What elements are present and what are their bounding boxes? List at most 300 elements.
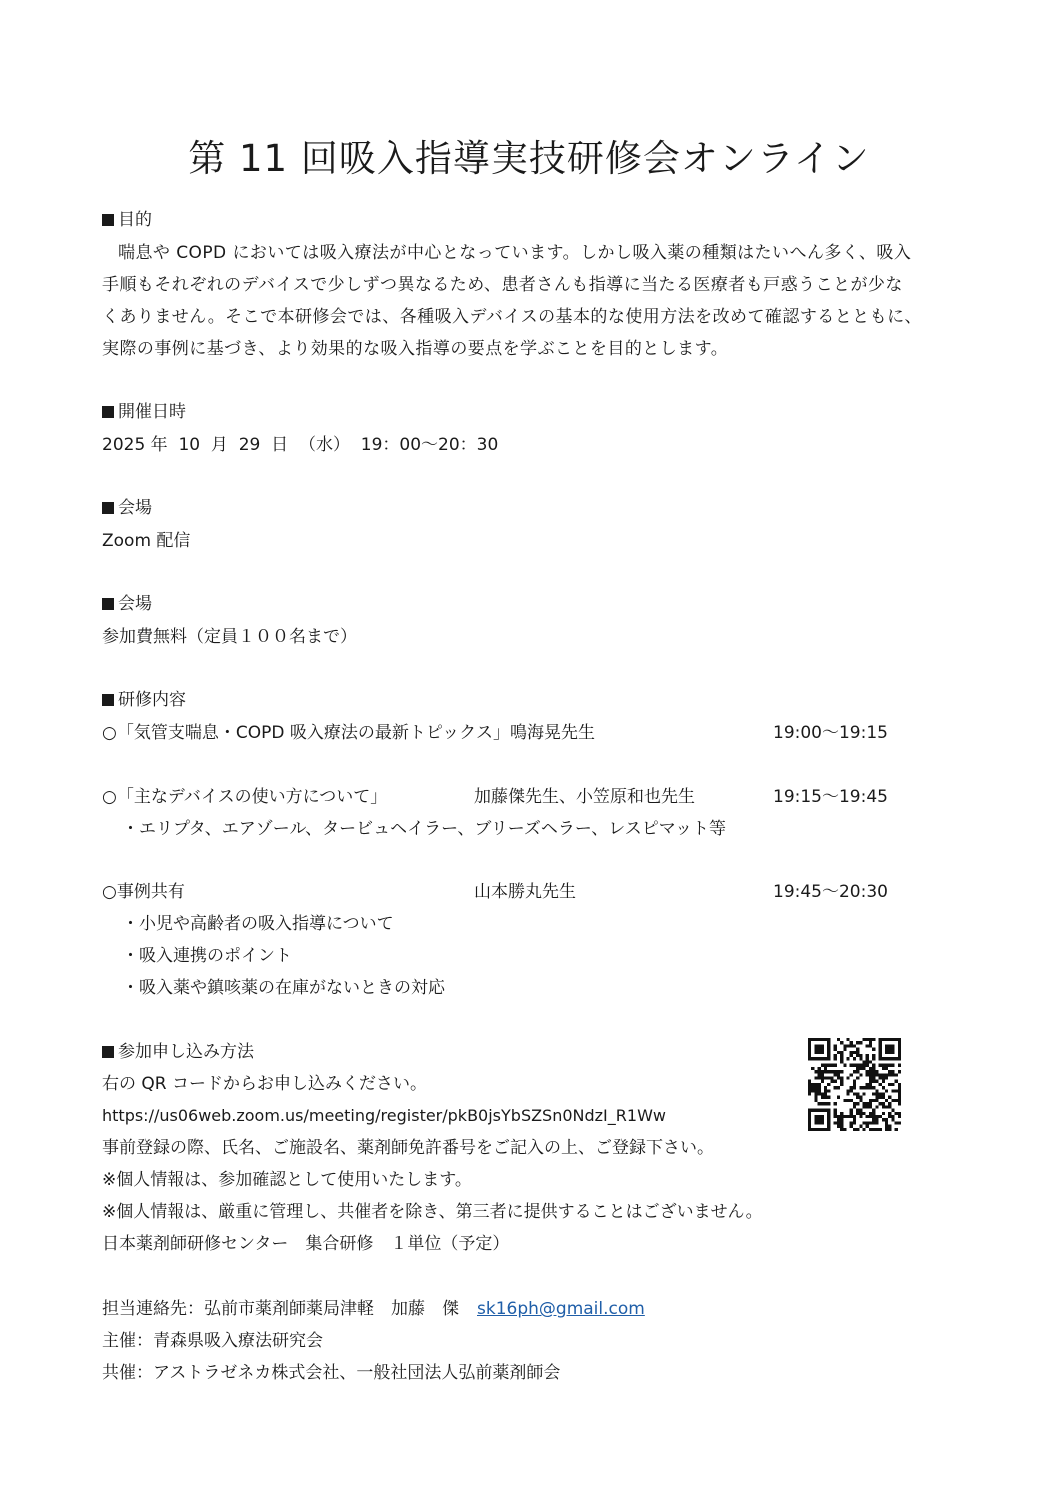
application-line: 事前登録の際、氏名、ご施設名、薬剤師免許番号をご記入の上、ご登録下さい。 (102, 1138, 714, 1158)
qr-module (869, 1076, 872, 1079)
qr-module (872, 1080, 875, 1083)
qr-module (808, 1057, 811, 1060)
qr-module (821, 1121, 824, 1124)
qr-module (856, 1067, 859, 1070)
qr-module (827, 1083, 830, 1086)
qr-module (821, 1070, 824, 1073)
qr-module (872, 1109, 875, 1112)
qr-module (808, 1044, 811, 1047)
qr-module (818, 1044, 821, 1047)
qr-module (875, 1128, 878, 1131)
qr-module (863, 1112, 866, 1115)
schedule-value: 2025 年 10 月 29 日 （水） 19：00～20：30 (102, 435, 499, 455)
qr-module (834, 1121, 837, 1124)
qr-module (846, 1038, 849, 1041)
qr-module (837, 1125, 840, 1128)
qr-module (888, 1125, 891, 1128)
qr-module (869, 1099, 872, 1102)
qr-module (834, 1054, 837, 1057)
qr-module (853, 1105, 856, 1108)
qr-module (814, 1038, 817, 1041)
qr-module (879, 1064, 882, 1067)
qr-module (808, 1093, 811, 1096)
qr-module (818, 1073, 821, 1076)
qr-module (827, 1044, 830, 1047)
qr-module (879, 1057, 882, 1060)
qr-module (814, 1118, 817, 1121)
qr-module (898, 1064, 901, 1067)
qr-module (834, 1064, 837, 1067)
qr-module (827, 1115, 830, 1118)
purpose-line: 実際の事例に基づき、より効果的な吸入指導の要点を学ぶことを目的とします。 (102, 339, 729, 359)
qr-module (872, 1048, 875, 1051)
qr-module (885, 1048, 888, 1051)
qr-module (863, 1086, 866, 1089)
qr-module (814, 1089, 817, 1092)
qr-module (846, 1044, 849, 1047)
qr-module (891, 1051, 894, 1054)
qr-module (895, 1073, 898, 1076)
qr-module (808, 1128, 811, 1131)
qr-module (879, 1041, 882, 1044)
qr-module (888, 1048, 891, 1051)
qr-module (814, 1051, 817, 1054)
square-bullet-icon (102, 406, 114, 418)
qr-module (879, 1044, 882, 1047)
qr-module (808, 1051, 811, 1054)
qr-module (869, 1073, 872, 1076)
qr-module (866, 1070, 869, 1073)
qr-module (859, 1064, 862, 1067)
qr-module (814, 1083, 817, 1086)
qr-module (863, 1121, 866, 1124)
qr-module (818, 1048, 821, 1051)
qr-module (827, 1057, 830, 1060)
qr-module (879, 1102, 882, 1105)
qr-module (837, 1096, 840, 1099)
qr-module (859, 1099, 862, 1102)
qr-module (843, 1064, 846, 1067)
qr-module (821, 1044, 824, 1047)
qr-module (827, 1070, 830, 1073)
qr-module (840, 1125, 843, 1128)
qr-module (827, 1054, 830, 1057)
qr-module (875, 1118, 878, 1121)
qr-module (891, 1038, 894, 1041)
qr-module (818, 1057, 821, 1060)
qr-module (850, 1073, 853, 1076)
qr-module (891, 1044, 894, 1047)
qr-module (898, 1086, 901, 1089)
qr-module (821, 1109, 824, 1112)
qr-module (872, 1076, 875, 1079)
qr-module (875, 1089, 878, 1092)
qr-module (898, 1057, 901, 1060)
qr-module (821, 1076, 824, 1079)
qr-module (863, 1093, 866, 1096)
qr-module (846, 1099, 849, 1102)
qr-module (863, 1128, 866, 1131)
qr-module (821, 1073, 824, 1076)
qr-module (898, 1093, 901, 1096)
qr-module (882, 1093, 885, 1096)
qr-module (808, 1041, 811, 1044)
qr-module (824, 1093, 827, 1096)
qr-module (830, 1064, 833, 1067)
qr-module (850, 1115, 853, 1118)
qr-module (818, 1067, 821, 1070)
qr-module (808, 1115, 811, 1118)
qr-module (818, 1051, 821, 1054)
qr-module (808, 1112, 811, 1115)
qr-module (885, 1051, 888, 1054)
qr-module (821, 1057, 824, 1060)
qr-module (821, 1048, 824, 1051)
qr-module (863, 1038, 866, 1041)
qr-module (818, 1038, 821, 1041)
purpose-line: 喘息や COPD においては吸入療法が中心となっています。しかし吸入薬の種類はたいへん多く、吸入 (118, 243, 912, 263)
qr-module (853, 1083, 856, 1086)
qr-module (898, 1121, 901, 1124)
application-line: ※個人情報は、厳重に管理し、共催者を除き、第三者に提供することはございません。 (102, 1202, 763, 1222)
qr-module (882, 1073, 885, 1076)
qr-module (872, 1112, 875, 1115)
qr-module (827, 1051, 830, 1054)
qr-module (814, 1048, 817, 1051)
qr-module (885, 1089, 888, 1092)
qr-module (863, 1060, 866, 1063)
qr-module (869, 1112, 872, 1115)
venue-heading: 会場 (102, 497, 152, 519)
qr-module (840, 1112, 843, 1115)
qr-module (824, 1128, 827, 1131)
qr-module (866, 1086, 869, 1089)
qr-module (859, 1041, 862, 1044)
qr-module (850, 1121, 853, 1124)
qr-module (895, 1112, 898, 1115)
application-line: 日本薬剤師研修センター 集合研修 １単位（予定） (102, 1234, 510, 1254)
qr-module (898, 1099, 901, 1102)
purpose-line: くありません。そこで本研修会では、各種吸入デバイスの基本的な使用方法を改めて確認するとともに、 (102, 307, 922, 327)
qr-module (853, 1051, 856, 1054)
qr-module (814, 1128, 817, 1131)
qr-module (843, 1044, 846, 1047)
qr-module (872, 1086, 875, 1089)
qr-module (853, 1093, 856, 1096)
qr-module (885, 1125, 888, 1128)
program-item-sub: ・吸入薬や鎮咳薬の在庫がないときの対応 (122, 978, 445, 998)
qr-module (866, 1102, 869, 1105)
qr-module (850, 1054, 853, 1057)
qr-module (856, 1109, 859, 1112)
qr-module (811, 1038, 814, 1041)
program-item-sub: ・吸入連携のポイント (122, 946, 292, 966)
qr-module (888, 1044, 891, 1047)
qr-module (827, 1041, 830, 1044)
qr-module (853, 1102, 856, 1105)
qr-module (856, 1054, 859, 1057)
qr-module (885, 1038, 888, 1041)
qr-module (891, 1109, 894, 1112)
qr-module (859, 1086, 862, 1089)
qr-module (898, 1096, 901, 1099)
qr-module (882, 1102, 885, 1105)
qr-module (821, 1064, 824, 1067)
qr-module (814, 1096, 817, 1099)
qr-module (882, 1112, 885, 1115)
qr-module (869, 1105, 872, 1108)
qr-module (827, 1109, 830, 1112)
qr-module (814, 1099, 817, 1102)
qr-module (872, 1115, 875, 1118)
qr-module (863, 1067, 866, 1070)
qr-module (856, 1093, 859, 1096)
qr-module (895, 1089, 898, 1092)
qr-module (808, 1048, 811, 1051)
qr-module (818, 1086, 821, 1089)
qr-module (898, 1112, 901, 1115)
qr-module (821, 1102, 824, 1105)
qr-module (872, 1038, 875, 1041)
qr-module (895, 1099, 898, 1102)
qr-module (898, 1048, 901, 1051)
qr-module (882, 1086, 885, 1089)
qr-module (888, 1102, 891, 1105)
qr-module (872, 1057, 875, 1060)
qr-module (821, 1118, 824, 1121)
qr-module (846, 1093, 849, 1096)
qr-module (869, 1038, 872, 1041)
square-bullet-icon (102, 694, 114, 706)
qr-module (853, 1057, 856, 1060)
contact-email-link[interactable]: sk16ph@gmail.com (477, 1299, 645, 1319)
qr-module (891, 1083, 894, 1086)
qr-module (875, 1121, 878, 1124)
qr-module (840, 1054, 843, 1057)
program-item-title: ○「主なデバイスの使い方について」 (102, 787, 388, 807)
qr-module (888, 1112, 891, 1115)
qr-module (869, 1080, 872, 1083)
qr-module (869, 1083, 872, 1086)
qr-code-icon[interactable] (808, 1038, 901, 1131)
qr-module (891, 1057, 894, 1060)
qr-module (850, 1051, 853, 1054)
qr-module (808, 1121, 811, 1124)
application-line: ※個人情報は、参加確認として使用いたします。 (102, 1170, 472, 1190)
qr-module (837, 1076, 840, 1079)
qr-module (875, 1096, 878, 1099)
qr-module (808, 1080, 811, 1083)
qr-module (891, 1099, 894, 1102)
qr-module (821, 1038, 824, 1041)
qr-module (827, 1064, 830, 1067)
qr-module (869, 1121, 872, 1124)
qr-module (869, 1128, 872, 1131)
qr-module (834, 1102, 837, 1105)
qr-module (869, 1086, 872, 1089)
qr-module (843, 1128, 846, 1131)
qr-module (872, 1073, 875, 1076)
application-line: 右の QR コードからお申し込みください。 (102, 1074, 427, 1094)
qr-module (882, 1038, 885, 1041)
qr-module (821, 1080, 824, 1083)
qr-module (866, 1121, 869, 1124)
qr-module (821, 1115, 824, 1118)
qr-module (821, 1096, 824, 1099)
qr-module (885, 1057, 888, 1060)
qr-module (898, 1054, 901, 1057)
qr-module (824, 1102, 827, 1105)
qr-module (882, 1064, 885, 1067)
qr-module (898, 1051, 901, 1054)
qr-module (875, 1105, 878, 1108)
qr-module (888, 1096, 891, 1099)
qr-module (814, 1086, 817, 1089)
program-item-title: ○事例共有 (102, 882, 185, 902)
qr-module (869, 1044, 872, 1047)
qr-module (859, 1067, 862, 1070)
qr-module (824, 1064, 827, 1067)
qr-module (879, 1093, 882, 1096)
qr-module (859, 1096, 862, 1099)
qr-module (834, 1109, 837, 1112)
qr-module (856, 1070, 859, 1073)
qr-module (824, 1057, 827, 1060)
qr-module (850, 1099, 853, 1102)
qr-module (811, 1067, 814, 1070)
fee-heading: 会場 (102, 593, 152, 615)
qr-module (898, 1089, 901, 1092)
qr-module (875, 1070, 878, 1073)
qr-module (875, 1093, 878, 1096)
qr-module (898, 1070, 901, 1073)
qr-module (840, 1128, 843, 1131)
venue-value: Zoom 配信 (102, 531, 191, 551)
qr-module (866, 1044, 869, 1047)
qr-module (837, 1121, 840, 1124)
qr-module (882, 1096, 885, 1099)
qr-module (859, 1057, 862, 1060)
qr-module (866, 1073, 869, 1076)
registration-url[interactable]: https://us06web.zoom.us/meeting/register/pkB0jsYbSZSn0NdzI_R1Ww (102, 1106, 666, 1125)
qr-module (885, 1044, 888, 1047)
qr-module (856, 1128, 859, 1131)
qr-module (824, 1089, 827, 1092)
qr-module (891, 1048, 894, 1051)
qr-module (850, 1089, 853, 1092)
qr-module (846, 1089, 849, 1092)
qr-module (821, 1051, 824, 1054)
qr-module (859, 1112, 862, 1115)
qr-module (814, 1070, 817, 1073)
cosponsor-line: 共催：アストラゼネカ株式会社、一般社団法人弘前薬剤師会 (102, 1363, 561, 1383)
qr-module (882, 1076, 885, 1079)
qr-module (824, 1067, 827, 1070)
fee-value: 参加費無料（定員１００名まで） (102, 627, 357, 647)
qr-module (853, 1044, 856, 1047)
qr-module (863, 1105, 866, 1108)
qr-module (888, 1128, 891, 1131)
qr-module (850, 1041, 853, 1044)
qr-module (824, 1076, 827, 1079)
qr-module (814, 1057, 817, 1060)
qr-module (898, 1038, 901, 1041)
qr-module (882, 1067, 885, 1070)
qr-module (882, 1118, 885, 1121)
qr-module (821, 1093, 824, 1096)
qr-module (869, 1067, 872, 1070)
qr-module (866, 1060, 869, 1063)
qr-module (811, 1109, 814, 1112)
purpose-heading: 目的 (102, 209, 152, 231)
qr-module (814, 1121, 817, 1124)
qr-module (818, 1128, 821, 1131)
qr-module (853, 1086, 856, 1089)
qr-module (827, 1076, 830, 1079)
qr-module (856, 1051, 859, 1054)
qr-module (882, 1105, 885, 1108)
qr-module (834, 1073, 837, 1076)
program-item-sub: ・エリプタ、エアゾール、タービュヘイラー、ブリーズヘラー、レスピマット等 (122, 819, 727, 839)
qr-module (888, 1083, 891, 1086)
qr-module (830, 1070, 833, 1073)
qr-module (808, 1125, 811, 1128)
qr-module (846, 1057, 849, 1060)
qr-module (818, 1089, 821, 1092)
qr-module (856, 1076, 859, 1079)
qr-module (818, 1083, 821, 1086)
qr-module (866, 1115, 869, 1118)
program-item-time: 19:00～19:15 (773, 723, 888, 743)
qr-module (882, 1080, 885, 1083)
qr-module (850, 1064, 853, 1067)
qr-module (834, 1086, 837, 1089)
qr-module (837, 1070, 840, 1073)
qr-module (885, 1121, 888, 1124)
qr-module (875, 1073, 878, 1076)
qr-module (869, 1070, 872, 1073)
qr-module (879, 1083, 882, 1086)
qr-module (846, 1076, 849, 1079)
qr-module (814, 1109, 817, 1112)
qr-module (840, 1076, 843, 1079)
qr-module (850, 1112, 853, 1115)
qr-module (834, 1044, 837, 1047)
qr-module (843, 1115, 846, 1118)
qr-module (872, 1064, 875, 1067)
qr-module (895, 1038, 898, 1041)
qr-module (891, 1118, 894, 1121)
qr-module (885, 1099, 888, 1102)
qr-module (866, 1057, 869, 1060)
qr-module (840, 1057, 843, 1060)
qr-module (840, 1060, 843, 1063)
page-title: 第 11 回吸入指導実技研修会オンライン (188, 137, 870, 180)
qr-module (891, 1070, 894, 1073)
qr-module (824, 1086, 827, 1089)
qr-module (859, 1073, 862, 1076)
qr-module (818, 1102, 821, 1105)
qr-module (879, 1048, 882, 1051)
qr-module (818, 1076, 821, 1079)
qr-module (840, 1118, 843, 1121)
qr-module (840, 1080, 843, 1083)
qr-module (818, 1093, 821, 1096)
qr-module (895, 1128, 898, 1131)
qr-module (808, 1089, 811, 1092)
qr-module (869, 1060, 872, 1063)
qr-module (837, 1038, 840, 1041)
